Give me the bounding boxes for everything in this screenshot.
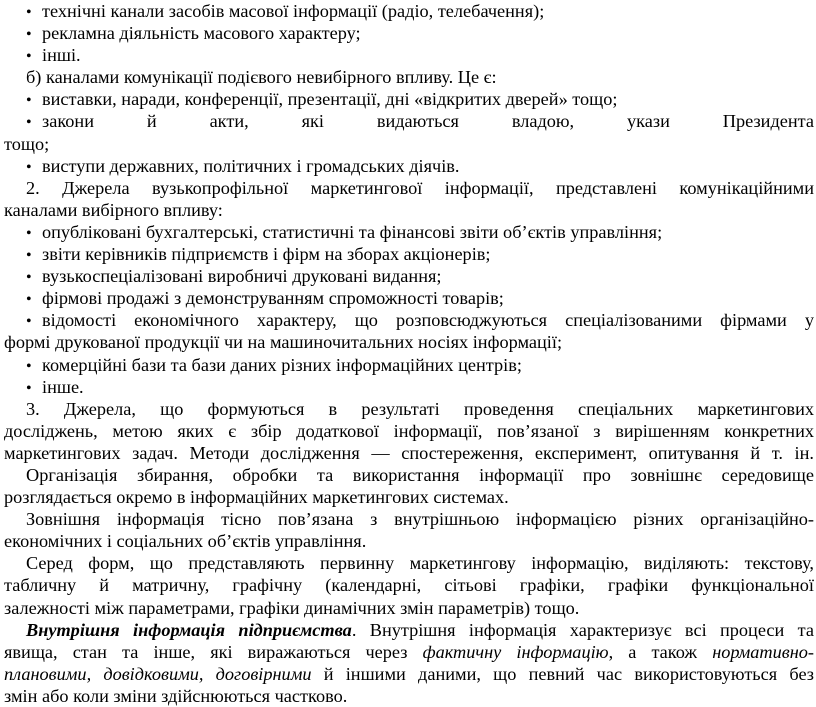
paragraph-line (4, 177, 814, 199)
paragraph-text: каналами вибірного впливу: (4, 199, 223, 220)
paragraph-line (4, 552, 814, 574)
list-item (4, 243, 814, 265)
paragraph-text: маркетингових задач. Методи дослідження — спостереження, експеримент, опитування й т. ін. (4, 442, 814, 463)
bullet-icon: • (26, 48, 32, 66)
list-item-text: інші. (42, 45, 81, 66)
document-page (4, 0, 814, 707)
paragraph-text: явища, стан та інше, які виражаються через (4, 641, 423, 662)
paragraph-text: формі друкованої продукції чи на машиночитальних носіях інформації; (4, 332, 563, 353)
list-item (4, 22, 814, 44)
emphasis-text: нормативно- (712, 641, 815, 662)
paragraph-line (4, 663, 814, 685)
list-item (4, 376, 814, 398)
list-item-text: рекламна діяльність масового характеру; (42, 23, 361, 44)
list-item-text: звіти керівників підприємств і фірм на зборах акціонерів; (42, 244, 491, 265)
list-item (4, 110, 814, 132)
paragraph-text: Серед форм, що представляють первинну маркетингову інформацію, виділяють: текстову, (26, 553, 814, 574)
list-item (4, 44, 814, 66)
bullet-icon: • (26, 247, 32, 265)
bullet-icon: • (26, 224, 32, 242)
list-item (4, 0, 814, 22)
paragraph-line (4, 199, 814, 221)
list-item (4, 287, 814, 309)
paragraph-line (4, 66, 814, 88)
list-item (4, 88, 814, 110)
paragraph-line (4, 508, 814, 530)
list-item-text: виставки, наради, конференції, презентації, дні «відкритих дверей» тощо; (42, 89, 618, 110)
section-heading: Внутрішня інформація підприємства (26, 619, 352, 640)
list-item (4, 354, 814, 376)
paragraph-text: залежності між параметрами, графіки динамічних змін параметрів) тощо. (4, 597, 580, 618)
paragraph-text: Організація збирання, обробки та використання інформації про зовнішнє середовище (26, 464, 814, 485)
paragraph-line (4, 530, 814, 552)
list-item-text: технічні канали засобів масової інформації (радіо, телебачення); (42, 1, 545, 21)
paragraph-line (4, 685, 814, 707)
emphasis-text: фактичну інформацію (422, 641, 609, 662)
list-item-text: комерційні бази та бази даних різних інформаційних центрів; (42, 354, 522, 375)
bullet-icon: • (26, 114, 32, 132)
paragraph-text: 2. Джерела вузькопрофільної маркетингової інформації, представлені комунікаційними (26, 177, 814, 198)
bullet-icon: • (26, 357, 32, 375)
list-item (4, 155, 814, 177)
paragraph-text: табличну й матричну, графічну (календарні, сітьові графіки, графіки функціональної (4, 575, 814, 596)
bullet-icon: • (26, 26, 32, 44)
list-item (4, 265, 814, 287)
paragraph-line (4, 442, 814, 464)
paragraph-line (4, 486, 814, 508)
paragraph-text: розглядається окремо в інформаційних маркетингових системах. (4, 487, 509, 508)
paragraph-text: , а також (608, 641, 713, 662)
paragraph-line (4, 398, 814, 420)
bullet-icon: • (26, 269, 32, 287)
paragraph-line (4, 420, 814, 442)
bullet-icon: • (26, 379, 32, 397)
paragraph-line (4, 133, 814, 155)
paragraph-text: 3. Джерела, що формуються в результаті проведення спеціальних маркетингових (26, 398, 814, 419)
paragraph-line (4, 574, 814, 596)
paragraph-line (4, 331, 814, 353)
list-item-text: відомості економічного характеру, що розповсюджуються спеціалізованими фірмами у (42, 310, 814, 331)
list-item-text: фірмові продажі з демонструванням спроможності товарів; (42, 288, 504, 309)
list-item (4, 309, 814, 331)
list-item-text: закони й акти, які видаються владою, укази Президента (42, 111, 814, 132)
paragraph-text: змін або коли зміни здійснюються частково. (4, 685, 348, 706)
bullet-icon: • (26, 291, 32, 309)
paragraph-text: досліджень, метою яких є збір додаткової інформації, пов’язаної з вирішенням конкретних (4, 420, 814, 441)
paragraph-text: економічних і соціальних об’єктів управління. (4, 531, 367, 552)
paragraph-text: б) каналами комунікації подієвого невибірного впливу. Це є: (26, 67, 497, 88)
paragraph-text: тощо; (4, 133, 50, 154)
list-item-text: вузькоспеціалізовані виробничі друковані видання; (42, 266, 442, 287)
paragraph-line (4, 641, 814, 663)
bullet-icon: • (26, 313, 32, 331)
bullet-icon: • (26, 92, 32, 110)
paragraph-line (4, 464, 814, 486)
list-item-text: інше. (42, 376, 84, 397)
paragraph-text: й іншими даними, що певний час використовуються без (311, 663, 815, 684)
list-item-text: виступи державних, політичних і громадських діячів. (42, 155, 460, 176)
bullet-icon: • (26, 4, 32, 21)
paragraph-line (4, 597, 814, 619)
paragraph-text: Зовнішня інформація тісно пов’язана з внутрішньою інформацією різних організаційно- (26, 509, 814, 530)
paragraph-text: . Внутрішня інформація характеризує всі процеси та (351, 619, 814, 640)
bullet-icon: • (26, 158, 32, 176)
paragraph-line (4, 619, 814, 641)
list-item-text: опубліковані бухгалтерські, статистичні та фінансові звіти об’єктів управління; (42, 221, 663, 242)
list-item (4, 221, 814, 243)
emphasis-text: плановими, довідковими, договірними (4, 663, 312, 684)
